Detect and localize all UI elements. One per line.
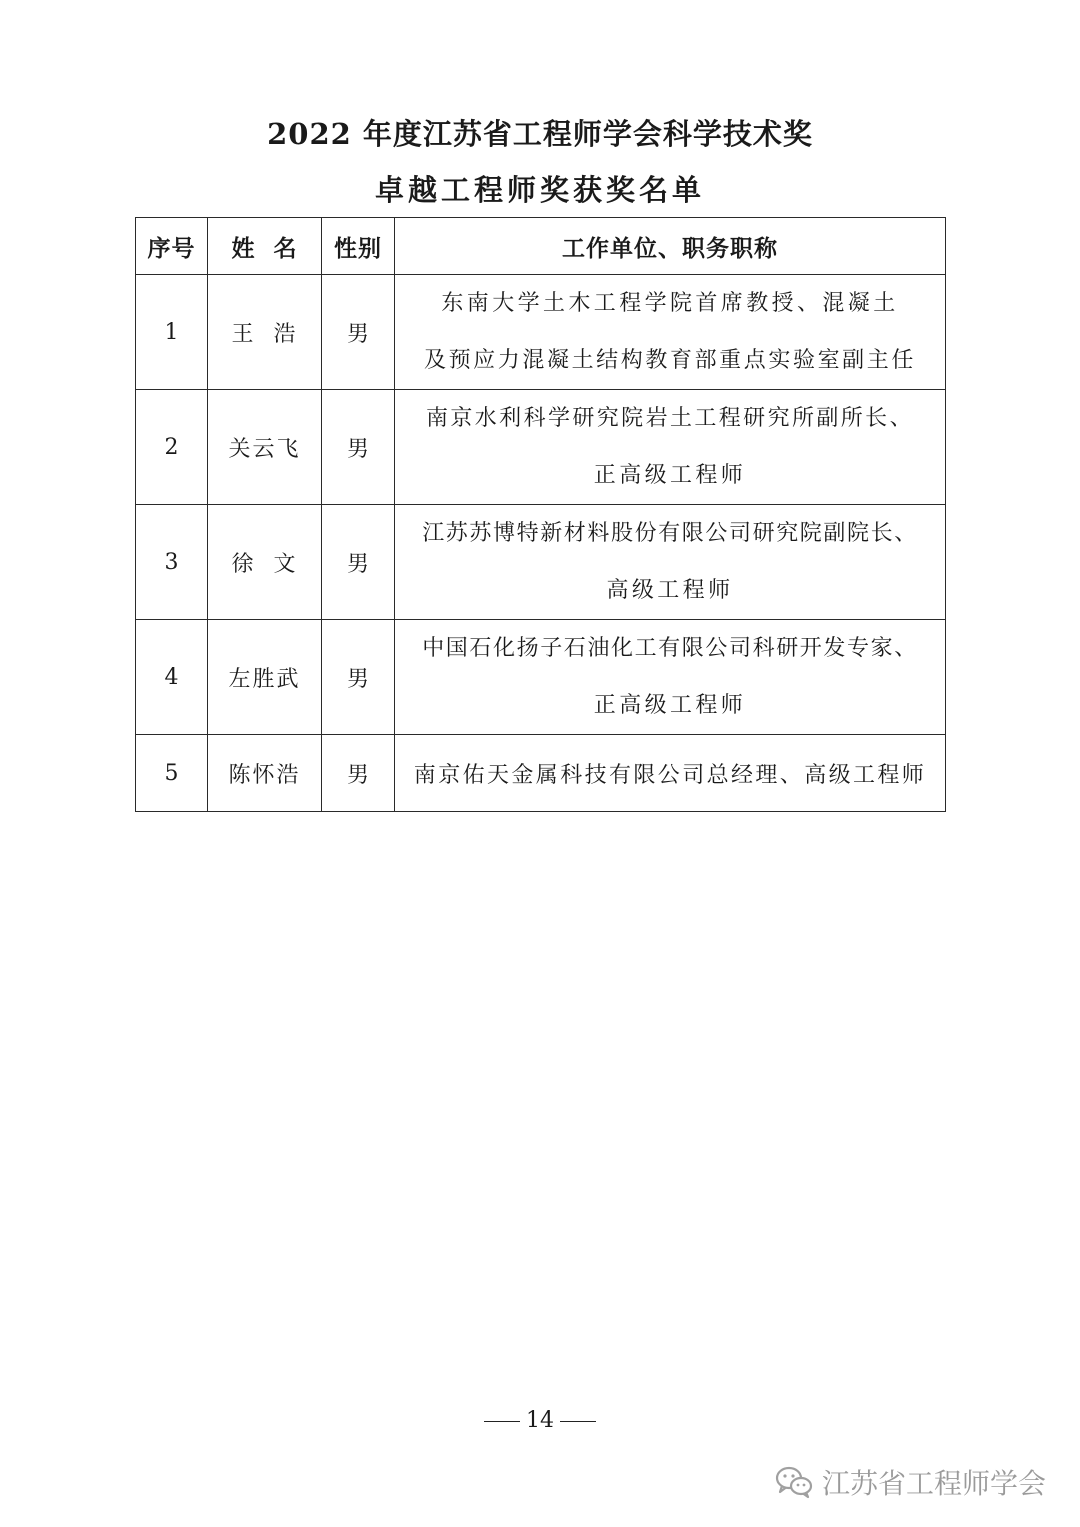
cell-unit: [395, 735, 946, 812]
table-row: [136, 505, 946, 620]
cell-gender: 男: [322, 390, 395, 505]
cell-gender: 男: [322, 620, 395, 735]
cell-gender: 男: [322, 275, 395, 390]
unit-line: 江苏苏博特新材料股份有限公司研究院副院长、: [422, 521, 918, 546]
page-number-value: 14: [526, 1408, 554, 1433]
cell-name: 徐 文: [208, 505, 322, 620]
unit-line: 东南大学土木工程学院首席教授、混凝土: [441, 291, 899, 316]
cell-unit: [395, 620, 946, 735]
cell-unit: [395, 505, 946, 620]
header-gender: 性别: [322, 218, 395, 275]
cell-name: 王 浩: [208, 275, 322, 390]
document-title: 2022 年度江苏省工程师学会科学技术奖: [267, 117, 813, 151]
unit-line: 中国石化扬子石油化工有限公司科研开发专家、: [422, 636, 918, 661]
cell-unit: [395, 275, 946, 390]
page-number: [0, 1408, 1080, 1433]
cell-unit: [395, 390, 946, 505]
table-row: [136, 390, 946, 505]
page-number-dash-right: [560, 1421, 596, 1422]
header-unit: 工作单位、职务职称: [395, 218, 946, 275]
table-row: [136, 735, 946, 812]
cell-name: 关云飞: [208, 390, 322, 505]
cell-no: 1: [136, 275, 208, 390]
cell-gender: 男: [322, 505, 395, 620]
unit-line: 南京水利科学研究院岩土工程研究所副所长、: [425, 406, 914, 431]
header-name: 姓 名: [208, 218, 322, 275]
header-no: 序号: [136, 218, 208, 275]
awardees-table: [135, 217, 946, 812]
cell-no: 5: [136, 735, 208, 812]
cell-gender: 男: [322, 735, 395, 812]
unit-line: 及预应力混凝土结构教育部重点实验室副主任: [423, 348, 916, 373]
unit-line: 高级工程师: [606, 578, 734, 603]
document-subtitle: 卓越工程师奖获奖名单: [374, 173, 705, 207]
watermark: [774, 1462, 1046, 1502]
unit-line: 南京佑天金属科技有限公司总经理、高级工程师: [413, 762, 927, 788]
cell-name: 左胜武: [208, 620, 322, 735]
table-row: [136, 275, 946, 390]
unit-line: 正高级工程师: [593, 693, 747, 718]
unit-line: 正高级工程师: [593, 463, 747, 488]
cell-no: 3: [136, 505, 208, 620]
wechat-icon: [774, 1465, 814, 1499]
page-number-dash-left: [484, 1421, 520, 1422]
table-row: [136, 620, 946, 735]
cell-name: 陈怀浩: [208, 735, 322, 812]
watermark-text: 江苏省工程师学会: [821, 1467, 1046, 1500]
cell-no: 4: [136, 620, 208, 735]
table-header-row: [136, 218, 946, 275]
cell-no: 2: [136, 390, 208, 505]
